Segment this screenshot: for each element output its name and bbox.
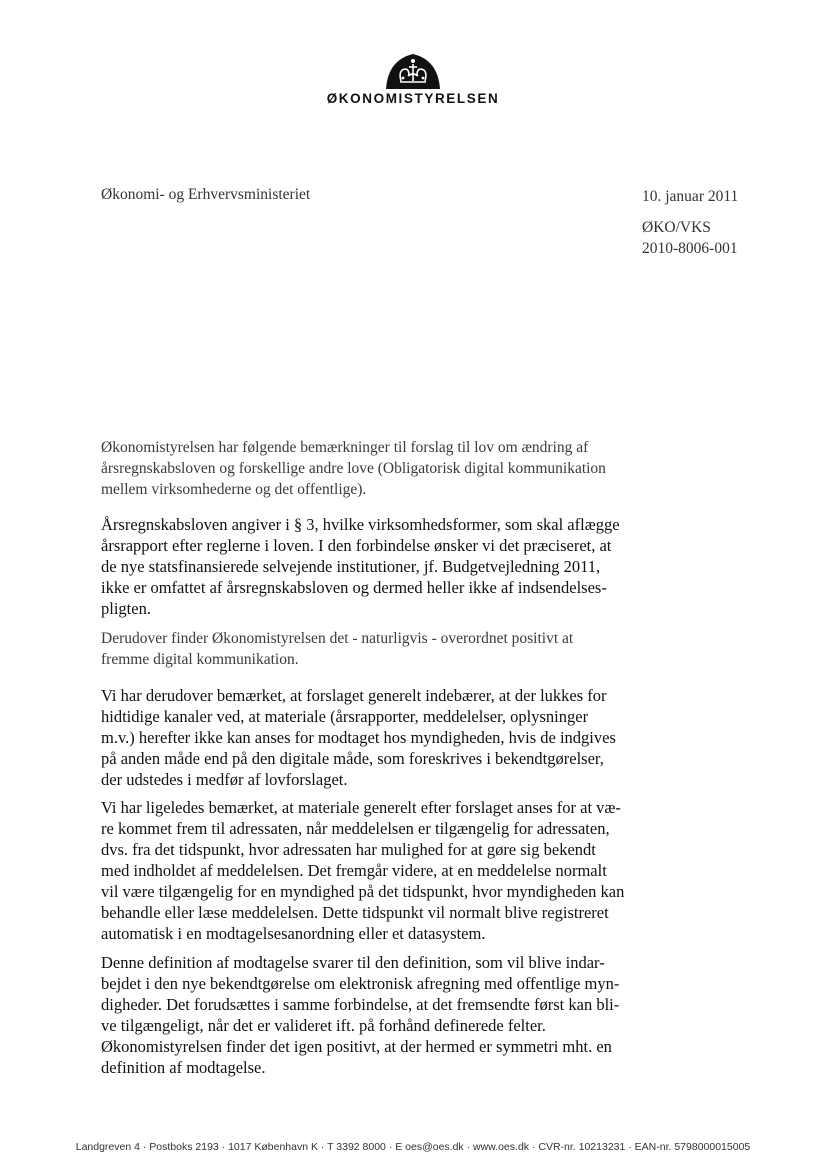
text-line: vil være tilgængelig for en myndighed på det tidspunkt, hvor myndigheden kan [101,882,625,901]
text-line: definition af modtagelse. [101,1058,266,1077]
text-line: årsrapport efter reglerne i loven. I den forbindelse ønsker vi det præciseret, at [101,536,612,555]
paragraph-intro [101,437,741,500]
text-line: behandle eller læse meddelelsen. Dette tidspunkt vil normalt blive registreret [101,903,609,922]
text-line: med indholdet af meddelelsen. Det fremgår videre, at en meddelelse normalt [101,861,607,880]
text-line: pligten. [101,599,151,618]
text-line: ve tilgængeligt, når det er valideret ift. på forhånd definerede felter. [101,1016,546,1035]
text-line: Årsregnskabsloven angiver i § 3, hvilke virksomhedsformer, som skal aflægge [101,515,620,534]
text-line: m.v.) herefter ikke kan anses for modtaget hos myndigheden, hvis de indgives [101,728,616,747]
text-line: digheder. Det forudsættes i samme forbindelse, at det fremsendte først kan bli- [101,995,620,1014]
letter-date: 10. januar 2011 [642,188,739,205]
letter-meta [642,186,738,259]
text-line: fremme digital kommunikation. [101,651,299,668]
text-line: re kommet frem til adressaten, når meddelelsen er tilgængelig for adressaten, [101,819,610,838]
paragraph-annual-report-act [101,514,741,619]
recipient: Økonomi- og Erhvervsministeriet [101,186,311,203]
paragraph-digital-communication [101,628,741,670]
text-line: Vi har derudover bemærket, at forslaget generelt indebærer, at der lukkes for [101,686,607,705]
paragraph-receipt-time [101,797,741,944]
text-line: mellem virksomhederne og det offentlige). [101,481,367,498]
text-line: ikke er omfattet af årsregnskabsloven og dermed heller ikke af indsendelses- [101,578,607,597]
text-line: dvs. fra det tidspunkt, hvor adressaten har mulighed for at gøre sig bekendt [101,840,596,859]
text-line: automatisk i en modtagelsesanordning eller et datasystem. [101,924,486,943]
text-line: Derudover finder Økonomistyrelsen det - naturligvis - overordnet positivt at [101,630,574,647]
crown-logo-icon [384,52,442,90]
paragraph-receipt-definition [101,952,741,1078]
text-line: Vi har ligeledes bemærket, at materiale generelt efter forslaget anses for at væ- [101,798,621,817]
text-line: årsregnskabsloven og forskellige andre love (Obligatorisk digital kommunikation [101,460,606,477]
reference-code: ØKO/VKS [642,219,711,236]
text-line: Denne definition af modtagelse svarer til den definition, som vil blive indar- [101,953,605,972]
text-line: bejdet i den nye bekendtgørelse om elektronisk afregning med offentlige myn- [101,974,620,993]
case-number: 2010-8006-001 [642,240,738,257]
text-line: Økonomistyrelsen har følgende bemærkninger til forslag til lov om ændring af [101,439,589,456]
text-line: der udstedes i medfør af lovforslaget. [101,770,348,789]
text-line: hidtidige kanaler ved, at materiale (årsrapporter, meddelelser, oplysninger [101,707,589,726]
paragraph-closed-channels [101,685,741,790]
letterhead [0,52,826,106]
org-name: ØKONOMISTYRELSEN [326,91,500,106]
text-line: de nye statsfinansierede selvejende institutioner, jf. Budgetvejledning 2011, [101,557,601,576]
text-line: Økonomistyrelsen finder det igen positivt, at der hermed er symmetri mht. en [101,1037,612,1056]
footer-contact-info: Landgreven 4 · Postboks 2193 · 1017 København K · T 3392 8000 · E oes@oes.dk · www.oes.dk · CVR-nr. 10213231 · EAN-nr. 5798000015005 [75,1141,751,1153]
text-line: på anden måde end på den digitale måde, som foreskrives i bekendtgørelser, [101,749,604,768]
